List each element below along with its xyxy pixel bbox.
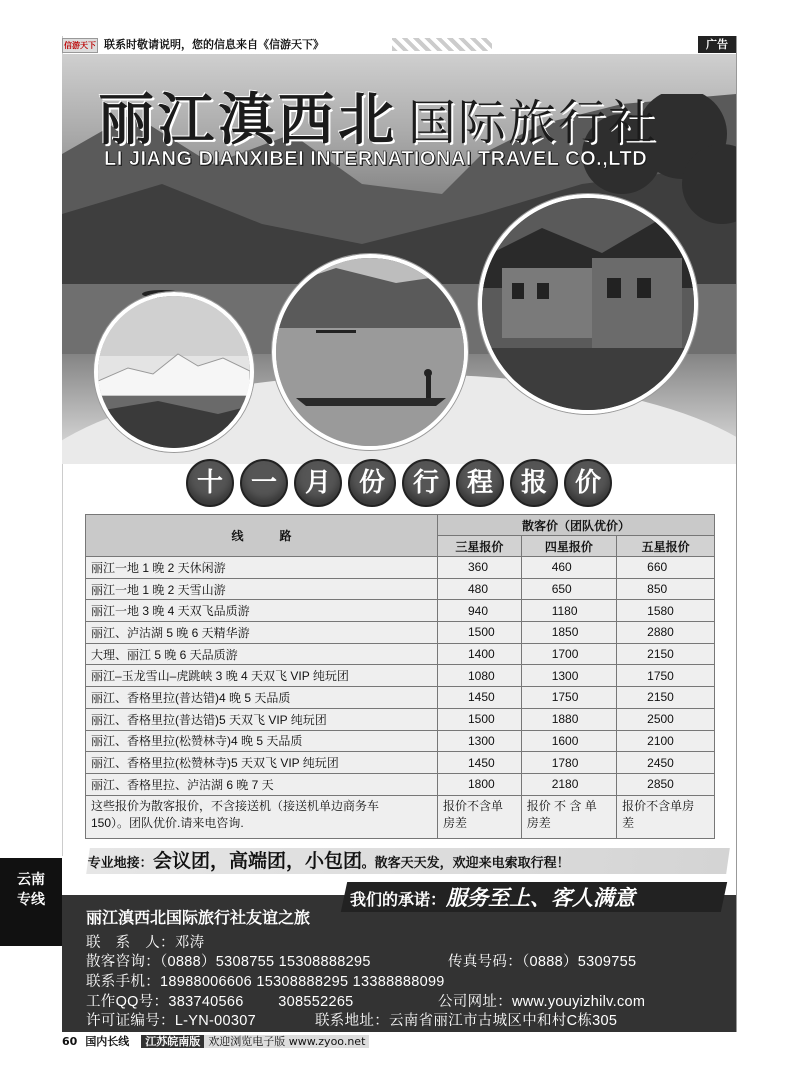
- route-cell: 丽江、香格里拉(松赞林寺)5 天双飞 VIP 纯玩团: [86, 752, 438, 774]
- company-name-en: LI JIANG DIANXIBEI INTERNATIONAI TRAVEL CO.,LTD: [104, 148, 648, 170]
- price-3star: 1300: [438, 730, 522, 752]
- consult-row: [86, 950, 371, 971]
- price-3star: 480: [438, 578, 522, 600]
- company-name-bold: 丽江滇西北: [98, 87, 398, 153]
- price-4star: 1700: [521, 643, 616, 665]
- qq-label: 工作QQ号：: [86, 994, 169, 1010]
- service-banner: [86, 848, 730, 874]
- note-3star-line1: 报价不含单: [443, 798, 504, 813]
- publication-logo: 信游天下: [62, 38, 98, 53]
- page-border-right: [736, 36, 737, 1032]
- table-row: [86, 687, 715, 709]
- heading-char: 报: [510, 459, 558, 507]
- address-label: 联系地址：: [315, 1013, 389, 1029]
- price-5star: 2880: [617, 622, 715, 644]
- november-itinerary-heading: [186, 459, 612, 507]
- table-row: [86, 622, 715, 644]
- price-4star: 1780: [521, 752, 616, 774]
- license-label: 许可证编号：: [86, 1013, 175, 1029]
- col-5star-header: 五星报价: [617, 536, 715, 557]
- price-5star: 2100: [617, 730, 715, 752]
- route-cell: 丽江一地 1 晚 2 天休闲游: [86, 557, 438, 579]
- table-row: [86, 557, 715, 579]
- price-3star: 1450: [438, 687, 522, 709]
- price-3star: 1450: [438, 752, 522, 774]
- address-value: 云南省丽江市古城区中和村C栋305: [389, 1013, 618, 1029]
- note-5star-line2: 差: [622, 815, 635, 830]
- table-row: [86, 600, 715, 622]
- qq-row: [86, 990, 354, 1011]
- table-row: [86, 773, 715, 795]
- price-5star: 2500: [617, 708, 715, 730]
- route-cell: 丽江、香格里拉、泸沽湖 6 晚 7 天: [86, 773, 438, 795]
- route-cell: 丽江、香格里拉(普达错)4 晚 5 天品质: [86, 687, 438, 709]
- section-name: 国内长线: [85, 1035, 130, 1048]
- price-5star: 1580: [617, 600, 715, 622]
- note-3star-line2: 房差: [443, 815, 468, 830]
- yunnan-route-tab: [0, 858, 62, 946]
- hero-banner: [62, 54, 736, 464]
- price-3star: 1500: [438, 622, 522, 644]
- table-note: [86, 795, 438, 838]
- sidetab-line2: 专线: [17, 892, 45, 908]
- price-4star: 2180: [521, 773, 616, 795]
- route-cell: 丽江一地 3 晚 4 天双飞品质游: [86, 600, 438, 622]
- note-5star: [617, 795, 715, 838]
- heading-char: 程: [456, 459, 504, 507]
- page-footer: [62, 1034, 369, 1050]
- service-highlight: 会议团，高端团，小包团: [153, 850, 363, 872]
- price-3star: 1080: [438, 665, 522, 687]
- fax-value: （0888）5309755: [522, 954, 637, 970]
- price-table: [85, 514, 715, 839]
- price-4star: 1300: [521, 665, 616, 687]
- route-cell: 丽江、泸沽湖 5 晚 6 天精华游: [86, 622, 438, 644]
- route-cell: 丽江–玉龙雪山–虎跳峡 3 晚 4 天双飞 VIP 纯玩团: [86, 665, 438, 687]
- route-cell: 丽江、香格里拉(普达错)5 天双飞 VIP 纯玩团: [86, 708, 438, 730]
- note-3star: [438, 795, 522, 838]
- promise-highlight: 服务至上、客人满意: [446, 886, 636, 910]
- note-line2: 150）。团队优价.请来电咨询.: [91, 815, 244, 830]
- note-line1: 这些报价为散客报价，不含接送机（接送机单边商务车: [91, 798, 380, 813]
- note-4star-line1: 报价 不 含 单: [526, 798, 597, 813]
- license-row: [86, 1009, 256, 1030]
- price-5star: 2150: [617, 643, 715, 665]
- table-row: [86, 665, 715, 687]
- table-row: [86, 578, 715, 600]
- heading-char: 十: [186, 459, 234, 507]
- price-3star: 360: [438, 557, 522, 579]
- website-label: 公司网址：: [438, 994, 512, 1010]
- license-value: L-YN-00307: [174, 1013, 256, 1029]
- fax-label: 传真号码：: [448, 954, 522, 970]
- heading-char: 行: [402, 459, 450, 507]
- promise-prefix: 我们的承诺：: [350, 890, 447, 909]
- footer-website[interactable]: 欢迎浏览电子版 www.zyoo.net: [204, 1035, 369, 1048]
- person-label: 联 系 人：: [86, 935, 175, 951]
- price-4star: 1180: [521, 600, 616, 622]
- snow-mountain-photo: [94, 292, 254, 452]
- price-5star: 2150: [617, 687, 715, 709]
- price-4star: 1600: [521, 730, 616, 752]
- price-3star: 1800: [438, 773, 522, 795]
- table-row: [86, 708, 715, 730]
- route-header: 线 路: [86, 515, 438, 557]
- fax-row: [448, 950, 636, 971]
- contact-block: [62, 895, 736, 1032]
- website-row: [438, 990, 645, 1011]
- top-bar: [62, 36, 736, 53]
- table-note-row: [86, 795, 715, 838]
- contact-person-row: [86, 931, 204, 952]
- edition-label: 江苏皖南版: [141, 1035, 204, 1048]
- service-suffix: 。散客天天发，欢迎来电索取行程！: [361, 856, 570, 871]
- price-5star: 1750: [617, 665, 715, 687]
- service-prefix: 专业地接：: [87, 856, 153, 871]
- promise-banner: [350, 883, 730, 915]
- route-cell: 大理、丽江 5 晚 6 天品质游: [86, 643, 438, 665]
- note-5star-line1: 报价不含单房: [622, 798, 695, 813]
- heading-char: 价: [564, 459, 612, 507]
- price-4star: 460: [521, 557, 616, 579]
- price-4star: 650: [521, 578, 616, 600]
- note-4star: [521, 795, 616, 838]
- route-cell: 丽江、香格里拉(松赞林寺)4 晚 5 天品质: [86, 730, 438, 752]
- website-link[interactable]: www.youyizhilv.com: [512, 994, 646, 1010]
- table-row: [86, 643, 715, 665]
- qq-value: 383740566 308552265: [168, 994, 354, 1010]
- price-5star: 850: [617, 578, 715, 600]
- contact-title: 丽江滇西北国际旅行社友谊之旅: [86, 910, 311, 927]
- heading-char: 一: [240, 459, 288, 507]
- company-name-light: 国际旅行社: [408, 97, 659, 150]
- heading-char: 月: [294, 459, 342, 507]
- lake-boat-photo: [272, 254, 468, 450]
- route-cell: 丽江一地 1 晚 2 天雪山游: [86, 578, 438, 600]
- mobile-label: 联系手机：: [86, 974, 160, 990]
- company-name-cn: [98, 76, 658, 156]
- price-5star: 2450: [617, 752, 715, 774]
- price-4star: 1750: [521, 687, 616, 709]
- table-row: [86, 752, 715, 774]
- consult-label: 散客咨询：: [86, 954, 160, 970]
- address-row: [315, 1009, 617, 1030]
- price-5star: 660: [617, 557, 715, 579]
- price-4star: 1880: [521, 708, 616, 730]
- mobile-value: 18988006606 15308888295 13388888099: [160, 974, 445, 990]
- col-3star-header: 三星报价: [438, 536, 522, 557]
- price-4star: 1850: [521, 622, 616, 644]
- note-4star-line2: 房差: [526, 815, 551, 830]
- heading-char: 份: [348, 459, 396, 507]
- checker-decoration: [392, 38, 492, 51]
- price-3star: 1500: [438, 708, 522, 730]
- col-4star-header: 四星报价: [521, 536, 616, 557]
- ad-tag: 广告: [698, 36, 736, 53]
- source-notice: 联系时敬请说明，您的信息来自《信游天下》: [104, 38, 324, 51]
- person-value: 邓涛: [174, 935, 205, 951]
- price-3star: 940: [438, 600, 522, 622]
- consult-value: （0888）5308755 15308888295: [160, 954, 371, 970]
- sidetab-line1: 云南: [17, 872, 45, 888]
- price-5star: 2850: [617, 773, 715, 795]
- old-town-photo: [478, 194, 698, 414]
- table-row: [86, 730, 715, 752]
- price-group-header: 散客价（团队优价）: [438, 515, 715, 536]
- price-3star: 1400: [438, 643, 522, 665]
- page-number: 60: [62, 1035, 78, 1048]
- mobile-row: [86, 970, 445, 991]
